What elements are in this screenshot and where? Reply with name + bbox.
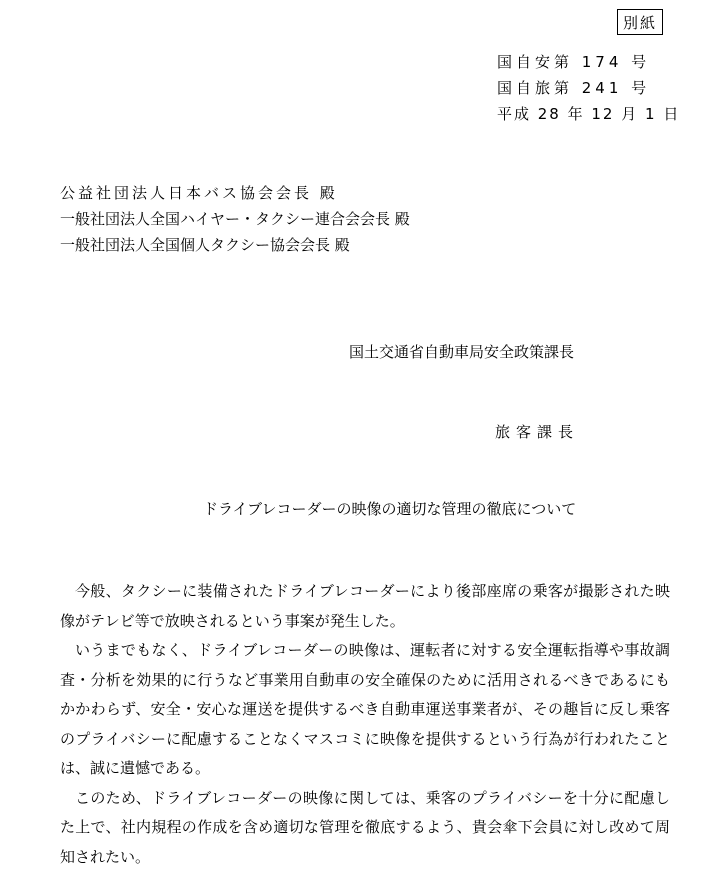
document-number-safety: 国自安第 174 号 <box>497 50 650 74</box>
document-number-passenger: 国自旅第 241 号 <box>497 76 650 100</box>
attachment-label: 別紙 <box>617 9 663 35</box>
addressee-bus-association: 公益社団法人日本バス協会会長 殿 <box>60 181 338 205</box>
sender-passenger-division-director: 旅客課長 <box>495 420 579 444</box>
body-paragraph: 今般、タクシーに装備されたドライブレコーダーにより後部座席の乗客が撮影された映像がテレビ等で放映されるという事案が発生した。 <box>60 577 670 636</box>
document-subject: ドライブレコーダーの映像の適切な管理の徹底について <box>203 497 576 521</box>
body-paragraph: このため、ドライブレコーダーの映像に関しては、乗客のプライバシーを十分に配慮した上で、社内規程の作成を含め適切な管理を徹底するよう、貴会傘下会員に対し改めて周知されたい。 <box>60 784 670 872</box>
addressee-private-taxi-association: 一般社団法人全国個人タクシー協会会長 殿 <box>60 233 350 257</box>
document-body <box>60 577 670 872</box>
sender-safety-policy-director: 国土交通省自動車局安全政策課長 <box>349 340 574 364</box>
addressee-hire-taxi-federation: 一般社団法人全国ハイヤー・タクシー連合会会長 殿 <box>60 207 410 231</box>
document-date: 平成 28 年 12 月 1 日 <box>497 102 680 126</box>
body-paragraph: いうまでもなく、ドライブレコーダーの映像は、運転者に対する安全運転指導や事故調査・分析を効果的に行うなど事業用自動車の安全確保のために活用されるべきであるにもかかわらず、安全・安心な運送を提供するべき自動車運送事業者が、その趣旨に反し乗客のプライバシーに配慮することなくマスコミに映像を提供するという行為が行われたことは、誠に遺憾である。 <box>60 636 670 784</box>
